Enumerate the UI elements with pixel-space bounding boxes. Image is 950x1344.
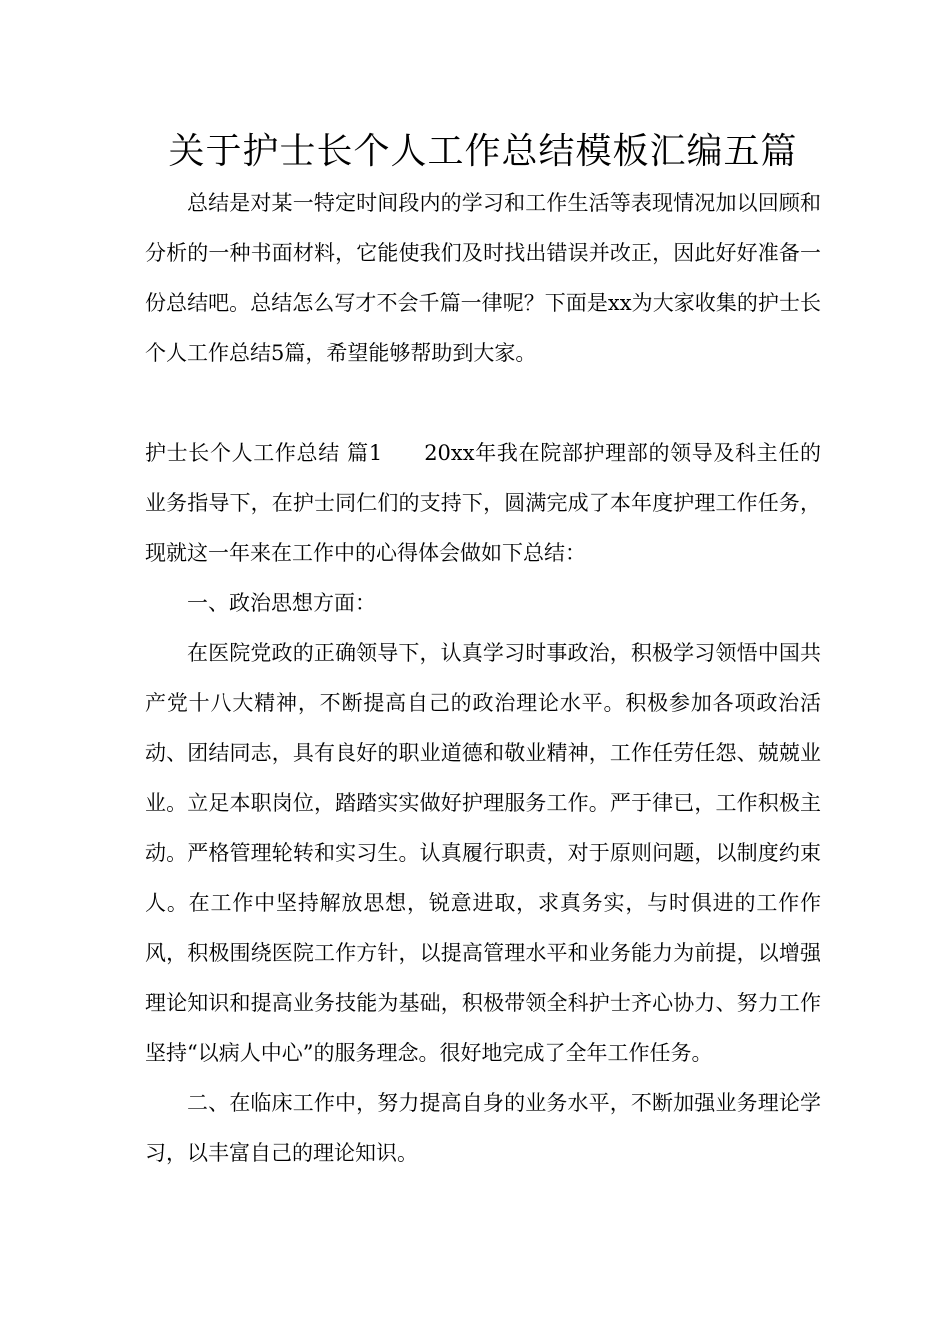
- section1-opening: 20xx年我在院部护理部的领导及科主任的业务指导下，在护士同仁们的支持下，圆满完成了本年度护理工作任务，现就这一年来在工作中的心得体会做如下总结：: [145, 441, 821, 565]
- point1-heading: 一、政治思想方面：: [187, 591, 376, 615]
- document-title: 关于护士长个人工作总结模板汇编五篇: [168, 131, 798, 172]
- section1-heading: 护士长个人工作总结 篇1: [145, 441, 383, 465]
- point1-body: 在医院党政的正确领导下，认真学习时事政治，积极学习领悟中国共产党十八大精神，不断提高自己的政治理论水平。积极参加各项政治活动、团结同志，具有良好的职业道德和敬业精神，工作任劳任怨、兢兢业业。立足本职岗位，踏踏实实做好护理服务工作。严于律已，工作积极主动。严格管理轮转和实习生。认真履行职责，对于原则问题，以制度约束人。在工作中坚持解放思想，锐意进取，求真务实，与时俱进的工作作风，积极围绕医院工作方针，以提高管理水平和业务能力为前提，以增强理论知识和提高业务技能为基础，积极带领全科护士齐心协力、努力工作坚持“以病人中心”的服务理念。很好地完成了全年工作任务。: [145, 641, 821, 1065]
- section1-paragraph: [145, 428, 821, 578]
- intro-paragraph: 总结是对某一特定时间段内的学习和工作生活等表现情况加以回顾和分析的一种书面材料，它能使我们及时找出错误并改正，因此好好准备一份总结吧。总结怎么写才不会千篇一律呢？下面是xx为大家收集的护士长个人工作总结5篇，希望能够帮助到大家。: [145, 191, 821, 365]
- document-page: [145, 126, 821, 1178]
- point2-body: 二、在临床工作中，努力提高自身的业务水平，不断加强业务理论学习，以丰富自己的理论知识。: [145, 1091, 821, 1165]
- blank-line: [145, 378, 821, 428]
